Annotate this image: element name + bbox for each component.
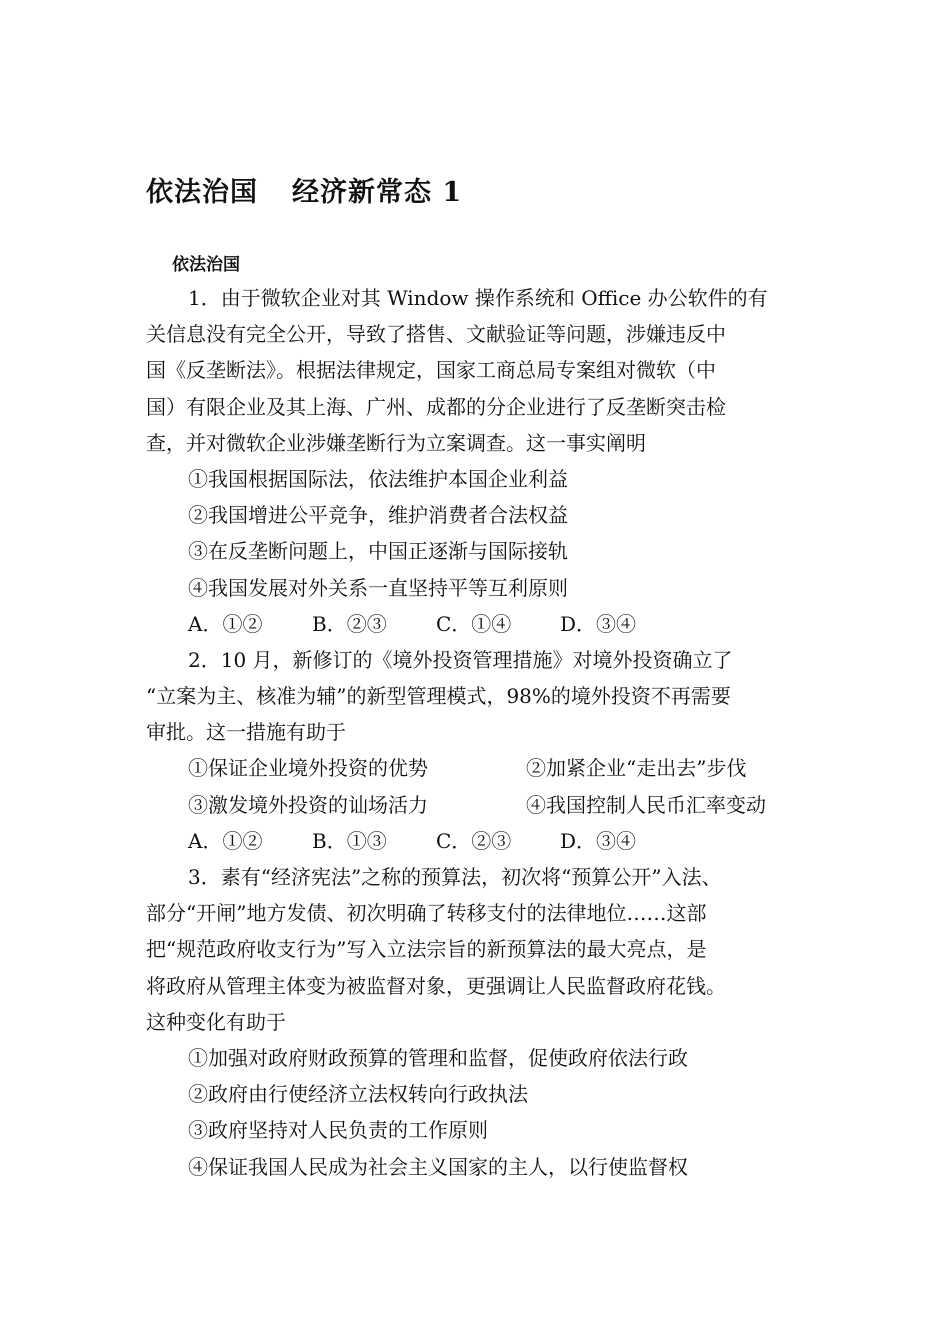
- question-2-line: “立案为主、核准为辅”的新型管理模式，98%的境外投资不再需要: [146, 684, 731, 709]
- question-2: [146, 642, 811, 859]
- option-a: A．①②: [188, 828, 263, 853]
- question-3-line: 这种变化有助于: [146, 1009, 286, 1034]
- question-1-line: 国《反垄断法》。根据法律规定，国家工商总局专案组对微软（中: [146, 358, 716, 383]
- question-1: [146, 280, 811, 642]
- question-3-statement: ②政府由行使经济立法权转向行政执法: [188, 1082, 528, 1107]
- question-3-statement: ①加强对政府财政预算的管理和监督，促使政府依法行政: [188, 1045, 688, 1070]
- question-2-line: 审批。这一措施有助于: [146, 720, 346, 745]
- section-heading: 依法治国: [172, 255, 240, 275]
- option-d: D．③④: [560, 828, 637, 853]
- question-2-statement: ①保证企业境外投资的优势: [188, 756, 428, 781]
- option-a: A．①②: [188, 611, 263, 636]
- question-3-statement: ③政府坚持对人民负责的工作原则: [188, 1118, 488, 1143]
- option-b: B．②③: [312, 611, 387, 636]
- option-c: C．①④: [436, 611, 512, 636]
- question-2-line: 2．10 月，新修订的《境外投资管理措施》对境外投资确立了: [188, 647, 733, 672]
- question-1-line: 查，并对微软企业涉嫌垄断行为立案调查。这一事实阐明: [146, 430, 646, 455]
- question-3-statement: ④保证我国人民成为社会主义国家的主人，以行使监督权: [188, 1154, 688, 1179]
- question-3: [146, 859, 811, 1185]
- option-c: C．②③: [436, 828, 512, 853]
- document-title: [146, 170, 462, 209]
- option-b: B．①③: [312, 828, 387, 853]
- question-3-line: 将政府从管理主体变为被监督对象，更强调让人民监督政府花钱。: [146, 973, 726, 998]
- question-2-options: [146, 823, 811, 859]
- question-3-line: 3．素有“经济宪法”之称的预算法，初次将“预算公开”入法、: [188, 865, 722, 889]
- question-3-line: 部分“开闸”地方发债、初次明确了转移支付的法律地位……这部: [146, 901, 707, 926]
- question-1-statement: ③在反垄断问题上，中国正逐渐与国际接轨: [188, 539, 568, 564]
- title-part-2: 经济新常态 1: [292, 177, 463, 208]
- question-1-statement: ①我国根据国际法，依法维护本国企业利益: [188, 466, 568, 491]
- question-2-statement: ④我国控制人民币汇率变动: [526, 792, 766, 817]
- question-2-statement: ②加紧企业“走出去”步伐: [526, 756, 747, 781]
- question-1-options: [146, 606, 811, 642]
- question-1-statement: ④我国发展对外关系一直坚持平等互利原则: [188, 575, 568, 600]
- question-2-statement: ③激发境外投资的讪场活力: [188, 792, 428, 817]
- question-1-statement: ②我国增进公平竞争，维护消费者合法权益: [188, 503, 568, 528]
- question-2-statement-row: [146, 787, 811, 823]
- question-1-line: 关信息没有完全公开，导致了搭售、文献验证等问题，涉嫌违反中: [146, 322, 726, 347]
- option-d: D．③④: [560, 611, 637, 636]
- question-1-line: 1．由于微软企业对其 Window 操作系统和 Office 办公软件的有: [188, 286, 768, 310]
- question-2-statement-row: [146, 750, 811, 786]
- title-part-1: 依法治国: [146, 177, 258, 208]
- question-3-line: 把“规范政府收支行为”写入立法宗旨的新预算法的最大亮点，是: [146, 937, 707, 962]
- document-body: [146, 280, 811, 1185]
- question-1-line: 国）有限企业及其上海、广州、成都的分企业进行了反垄断突击检: [146, 394, 726, 419]
